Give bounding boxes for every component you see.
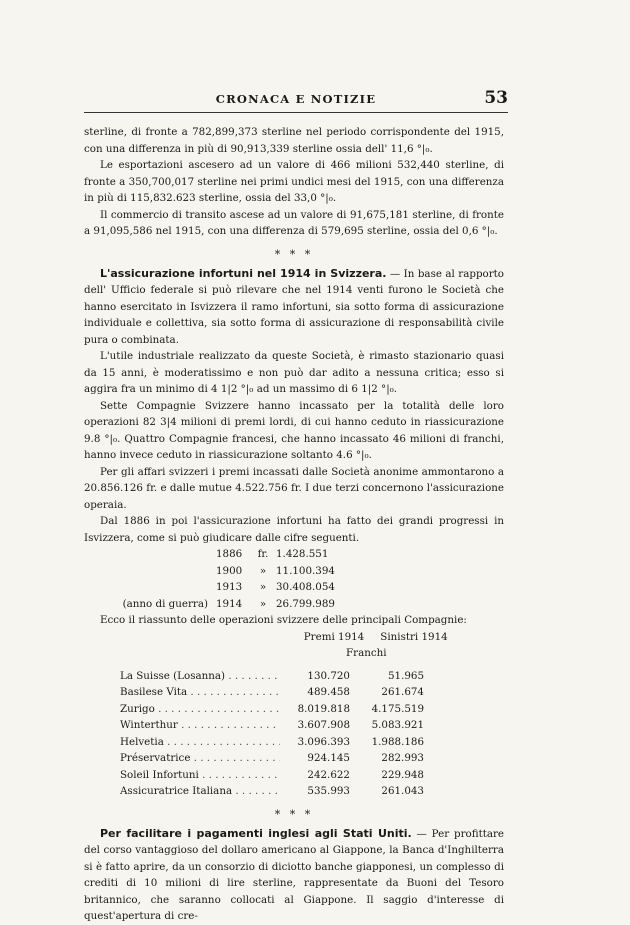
company-name: Basilese Vita . . . xyxy=(84,684,280,701)
company-sinistri: 51.965 xyxy=(387,669,424,682)
company-name: Zurigo . . . xyxy=(84,701,280,718)
years-year: 1913 xyxy=(216,581,243,593)
years-row xyxy=(84,563,504,580)
table-row xyxy=(84,767,504,784)
company-name: La Suisse (Losanna) . . . xyxy=(84,668,280,685)
company-name: Préservatrice . . . xyxy=(84,750,280,767)
insurance-paragraph-4: Per gli affari svizzeri i premi incassati dalle Società anonime ammontarono a 20.856.126 fr. e dalle mutue 4.522.756 fr. I due terzi concernono l'assicurazione operaia. xyxy=(84,465,504,511)
running-header xyxy=(84,90,508,113)
table-row xyxy=(84,734,504,751)
table-row xyxy=(84,717,504,734)
section-insurance-lead-text: — In base al rapporto dell' Ufficio federale si può rilevare che nel 1914 venti furono le Società che hanno esercitato in Isvizzera il ramo infortuni, sia sotto forma di assicurazione individuale e collettiva, sia sotto forma di assicurazione di responsabilità civile pura o combinata. xyxy=(84,267,505,346)
page-number: 53 xyxy=(484,88,508,108)
years-note xyxy=(84,579,216,596)
intro-paragraph-3: Il commercio di transito ascese ad un valore di 91,675,181 sterline, di fronte a 91,095,586 nel 1915, con una differenza di 579,695 sterline, ossia del 0,6 °|₀. xyxy=(84,208,504,237)
table-row xyxy=(84,750,504,767)
years-value: 26.799.989 xyxy=(276,597,335,610)
company-premi: 924.145 xyxy=(307,752,350,764)
company-sinistri: 5.083.921 xyxy=(371,719,424,731)
company-sinistri: 4.175.519 xyxy=(371,702,424,715)
insurance-paragraph-6: Ecco il riassunto delle operazioni svizzere delle principali Compagnie: xyxy=(100,614,467,626)
years-year: 1886 xyxy=(216,548,243,560)
column-unit: Franchi xyxy=(346,647,387,659)
company-name: Soleil Infortuni . . . xyxy=(84,767,280,784)
years-note xyxy=(84,563,216,580)
years-unit: fr. xyxy=(257,548,269,560)
column-sinistri: Sinistri 1914 xyxy=(380,630,448,643)
companies-table-header xyxy=(84,629,504,646)
company-name: Assicuratrice Italiana . . . xyxy=(84,783,280,800)
years-value: 1.428.551 xyxy=(276,548,329,560)
company-premi: 3.607.908 xyxy=(297,719,350,731)
section-separator: * * * xyxy=(274,247,314,261)
table-row xyxy=(84,684,504,701)
company-premi: 130.720 xyxy=(307,669,350,682)
years-row xyxy=(84,579,504,596)
company-name: Winterthur . . . xyxy=(84,717,280,734)
insurance-paragraph-5: Dal 1886 in poi l'assicurazione infortuni ha fatto dei grandi progressi in Isvizzera, come si può giudicare dalle cifre seguenti. xyxy=(84,515,504,544)
table-row xyxy=(84,668,504,685)
table-row xyxy=(84,701,504,718)
company-premi: 242.622 xyxy=(307,768,350,781)
years-row xyxy=(84,546,504,563)
company-sinistri: 1.988.186 xyxy=(371,735,424,748)
years-unit: » xyxy=(259,597,267,610)
company-premi: 535.993 xyxy=(307,785,350,797)
header-title: CRONACA E NOTIZIE xyxy=(215,92,377,106)
years-year: 1914 xyxy=(216,597,243,610)
companies-table xyxy=(84,668,504,800)
company-sinistri: 229.948 xyxy=(381,768,424,781)
years-year: 1900 xyxy=(216,564,243,577)
years-note xyxy=(84,546,216,563)
company-name: Helvetia . . . xyxy=(84,734,280,751)
years-value: 11.100.394 xyxy=(276,564,335,577)
insurance-paragraph-2: L'utile industriale realizzato da queste Società, è rimasto stazionario quasi da 15 anni, è moderatissimo e non può dar adito a nessuna critica; esso si aggira fra un minimo di 4 1|2 °|₀ ad un massimo di 6 1|2 °|₀. xyxy=(84,350,504,395)
company-premi: 489.458 xyxy=(307,686,350,698)
company-premi: 8.019.818 xyxy=(297,702,350,715)
section-separator-2: * * * xyxy=(274,807,314,821)
section-insurance-lead xyxy=(84,266,504,349)
years-table xyxy=(84,546,504,612)
years-row xyxy=(84,596,504,613)
article-body xyxy=(84,124,504,925)
company-sinistri: 261.043 xyxy=(381,785,424,797)
section-payments-title: Per facilitare i pagamenti inglesi agli Stati Uniti. xyxy=(100,826,412,840)
insurance-paragraph-3: Sette Compagnie Svizzere hanno incassato per la totalità delle loro operazioni 82 3|4 milioni di premi lordi, di cui hanno ceduto in riassicurazione 9.8 °|₀. Quattro Compagnie francesi, che hanno incassato 46 milioni di franchi, hanno invece ceduto in riassicurazione soltanto 4.6 °|₀. xyxy=(84,399,504,461)
section-payments xyxy=(84,826,504,925)
intro-paragraph-2: Le esportazioni ascesero ad un valore di 466 milioni 532,440 sterline, di fronte a 350,700,017 sterline nei primi undici mesi del 1915, con una differenza in più di 115,832.623 sterline, ossia del 33,0 °|₀. xyxy=(84,159,504,204)
company-sinistri: 282.993 xyxy=(381,752,424,764)
years-unit: » xyxy=(259,581,267,593)
section-payments-text: — Per profittare del corso vantaggioso del dollaro americano al Giappone, la Banca d'Inghilterra si è fatto aprire, da un consorzio di diciotto banche giapponesi, un complesso di crediti di 10 milioni di lire sterline, rappresentate da Buoni del Tesoro britannico, che saranno collocati al Giappone. Il saggio d'interesse di quest'apertura di cre- xyxy=(84,827,505,922)
table-row xyxy=(84,783,504,800)
years-unit: » xyxy=(259,564,267,577)
years-note: (anno di guerra) xyxy=(122,597,208,610)
intro-paragraph-1: sterline, di fronte a 782,899,373 sterline nel periodo corrispondente del 1915, con una differenza in più di 90,913,339 sterline ossia dell' 11,6 °|₀. xyxy=(84,126,504,155)
company-sinistri: 261.674 xyxy=(381,686,424,698)
years-value: 30.408.054 xyxy=(276,581,335,593)
column-premi: Premi 1914 xyxy=(303,630,365,643)
company-premi: 3.096.393 xyxy=(297,735,350,748)
section-insurance-title: L'assicurazione infortuni nel 1914 in Svizzera. xyxy=(100,266,387,280)
